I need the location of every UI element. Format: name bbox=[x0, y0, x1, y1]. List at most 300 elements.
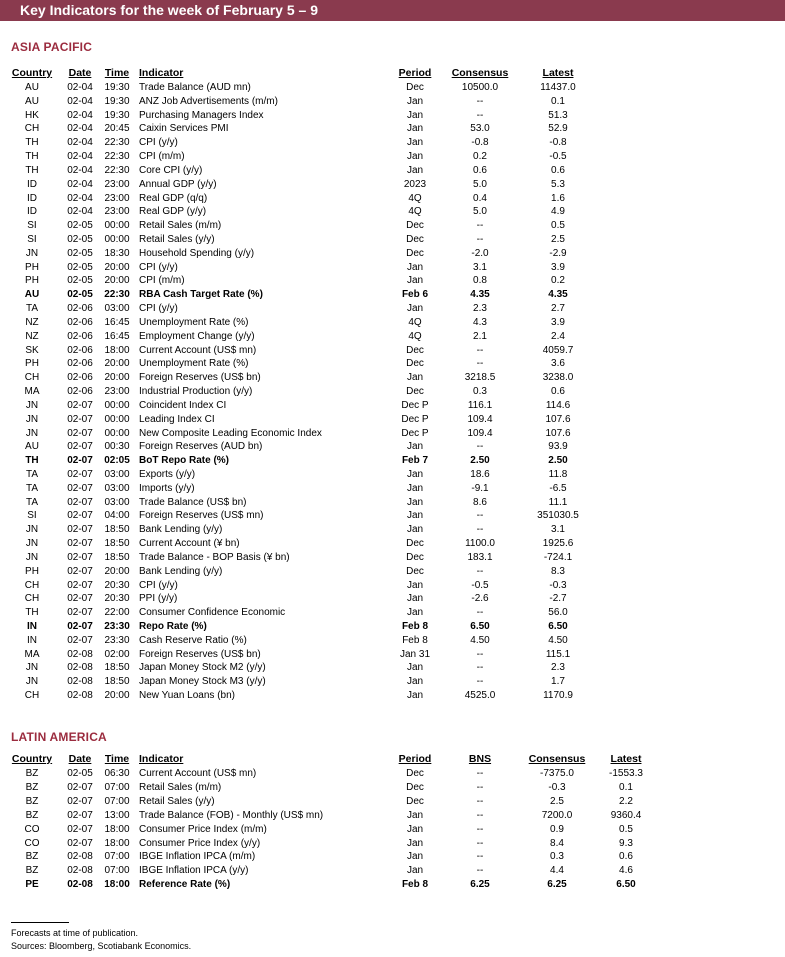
cell-latest: 3238.0 bbox=[542, 372, 574, 384]
cell-date: 02-07 bbox=[67, 837, 93, 849]
cell-country: CH bbox=[24, 593, 40, 605]
cell-latest: -2.7 bbox=[549, 593, 567, 605]
cell-country: JN bbox=[25, 427, 39, 439]
column-header-time: Time bbox=[104, 753, 130, 765]
cell-country: IN bbox=[27, 634, 37, 646]
cell-country: AU bbox=[25, 441, 39, 453]
cell-indicator: New Composite Leading Economic Index bbox=[139, 427, 322, 439]
cell-period: 4Q bbox=[408, 206, 422, 218]
cell-country: PH bbox=[25, 261, 39, 273]
column-header-consensus: Consensus bbox=[528, 753, 586, 765]
cell-country: HK bbox=[25, 109, 39, 121]
cell-country: ID bbox=[27, 178, 37, 190]
cell-country: JN bbox=[25, 413, 39, 425]
cell-date: 02-04 bbox=[67, 178, 93, 190]
cell-date: 02-08 bbox=[67, 690, 93, 702]
cell-period: Jan bbox=[406, 95, 424, 107]
cell-indicator: Purchasing Managers Index bbox=[139, 109, 264, 121]
cell-time: 18:50 bbox=[104, 676, 130, 688]
cell-latest: -724.1 bbox=[543, 551, 573, 563]
cell-consensus: 4.35 bbox=[470, 289, 490, 301]
cell-consensus: 3.1 bbox=[473, 261, 487, 273]
cell-indicator: CPI (y/y) bbox=[139, 261, 178, 273]
cell-consensus: 5.0 bbox=[473, 178, 487, 190]
cell-date: 02-05 bbox=[67, 289, 93, 301]
cell-time: 00:00 bbox=[104, 220, 130, 232]
cell-time: 22:30 bbox=[104, 164, 130, 176]
cell-indicator: CPI (y/y) bbox=[139, 303, 178, 315]
footnote-divider bbox=[11, 922, 69, 923]
cell-consensus: -- bbox=[476, 662, 484, 674]
cell-time: 18:50 bbox=[104, 538, 130, 550]
table-row bbox=[0, 123, 785, 136]
cell-time: 07:00 bbox=[104, 795, 130, 807]
cell-period: Jan bbox=[406, 851, 424, 863]
cell-country: SI bbox=[27, 220, 37, 232]
cell-consensus: 183.1 bbox=[467, 551, 493, 563]
cell-time: 19:30 bbox=[104, 82, 130, 93]
cell-period: Jan bbox=[406, 151, 424, 163]
table-row bbox=[0, 289, 785, 302]
cell-latest: 9.3 bbox=[619, 837, 633, 849]
cell-indicator: Bank Lending (y/y) bbox=[139, 565, 223, 577]
table-row bbox=[0, 220, 785, 233]
cell-latest: 0.1 bbox=[619, 781, 633, 793]
column-header-period: Period bbox=[398, 753, 432, 765]
cell-country: PE bbox=[25, 879, 39, 891]
cell-consensus: -9.1 bbox=[471, 482, 489, 494]
cell-latest: 1170.9 bbox=[543, 690, 573, 702]
cell-time: 23:00 bbox=[104, 206, 130, 218]
cell-consensus: 8.6 bbox=[473, 496, 487, 508]
cell-indicator: Cash Reserve Ratio (%) bbox=[139, 634, 247, 646]
cell-indicator: Retail Sales (y/y) bbox=[139, 795, 215, 807]
cell-consensus: -2.6 bbox=[471, 593, 489, 605]
cell-bns: -- bbox=[476, 865, 484, 877]
cell-country: TH bbox=[25, 455, 39, 467]
cell-latest: 2.7 bbox=[551, 303, 565, 315]
cell-period: Jan bbox=[406, 496, 424, 508]
cell-indicator: Retail Sales (y/y) bbox=[139, 234, 215, 246]
column-header-country: Country bbox=[11, 67, 53, 79]
cell-latest: 115.1 bbox=[545, 648, 571, 660]
cell-latest: 4.6 bbox=[619, 865, 633, 877]
cell-period: Dec bbox=[406, 551, 424, 563]
column-header-consensus: Consensus bbox=[451, 67, 509, 79]
cell-consensus: 0.2 bbox=[473, 151, 487, 163]
cell-country: CH bbox=[24, 372, 40, 384]
cell-consensus: 18.6 bbox=[470, 468, 490, 480]
cell-country: TA bbox=[25, 496, 39, 508]
cell-time: 18:00 bbox=[104, 344, 130, 356]
cell-date: 02-04 bbox=[67, 164, 93, 176]
table-row bbox=[0, 879, 785, 892]
cell-date: 02-07 bbox=[67, 538, 93, 550]
cell-date: 02-07 bbox=[67, 634, 93, 646]
cell-latest: 1.6 bbox=[551, 192, 565, 204]
table-row bbox=[0, 303, 785, 316]
cell-period: Jan bbox=[406, 261, 424, 273]
cell-latest: 3.6 bbox=[551, 358, 565, 370]
table-row bbox=[0, 137, 785, 150]
cell-latest: 3.9 bbox=[551, 316, 565, 328]
cell-period: Feb 7 bbox=[401, 455, 429, 467]
cell-country: JN bbox=[25, 524, 39, 536]
cell-time: 13:00 bbox=[104, 809, 130, 821]
table-row bbox=[0, 206, 785, 219]
cell-consensus: 4.4 bbox=[550, 865, 564, 877]
cell-time: 18:50 bbox=[104, 551, 130, 563]
cell-time: 20:00 bbox=[104, 690, 130, 702]
cell-country: JN bbox=[25, 551, 39, 563]
cell-period: 4Q bbox=[408, 316, 422, 328]
cell-consensus: -- bbox=[476, 565, 484, 577]
cell-date: 02-04 bbox=[67, 192, 93, 204]
cell-consensus: -- bbox=[476, 95, 484, 107]
cell-country: NZ bbox=[25, 330, 39, 342]
cell-period: Jan bbox=[406, 579, 424, 591]
cell-country: ID bbox=[27, 192, 37, 204]
table-row bbox=[0, 193, 785, 206]
table-row bbox=[0, 524, 785, 537]
cell-consensus: 4.3 bbox=[473, 316, 487, 328]
cell-period: Dec P bbox=[401, 399, 429, 411]
cell-latest: 107.6 bbox=[545, 427, 571, 439]
cell-country: BZ bbox=[25, 768, 39, 779]
table-row bbox=[0, 414, 785, 427]
cell-period: Jan 31 bbox=[399, 648, 431, 660]
cell-date: 02-06 bbox=[67, 386, 93, 398]
cell-period: Jan bbox=[406, 510, 424, 522]
table-row bbox=[0, 358, 785, 371]
cell-period: 4Q bbox=[408, 330, 422, 342]
cell-country: TA bbox=[25, 482, 39, 494]
cell-consensus: -- bbox=[476, 607, 484, 619]
cell-period: Dec bbox=[406, 538, 424, 550]
cell-consensus: 4.50 bbox=[470, 634, 490, 646]
cell-time: 03:00 bbox=[104, 496, 130, 508]
table-row bbox=[0, 538, 785, 551]
cell-date: 02-05 bbox=[67, 220, 93, 232]
cell-indicator: CPI (m/m) bbox=[139, 275, 185, 287]
table-row bbox=[0, 331, 785, 344]
cell-time: 00:00 bbox=[104, 234, 130, 246]
cell-latest: 0.1 bbox=[551, 95, 565, 107]
cell-date: 02-07 bbox=[67, 413, 93, 425]
cell-consensus: 10500.0 bbox=[461, 82, 499, 93]
section-title-latam: LATIN AMERICA bbox=[11, 730, 107, 744]
cell-consensus: 0.3 bbox=[473, 386, 487, 398]
cell-consensus: -- bbox=[476, 234, 484, 246]
table-row bbox=[0, 372, 785, 385]
cell-period: 4Q bbox=[408, 192, 422, 204]
section-title-asia: ASIA PACIFIC bbox=[11, 40, 93, 54]
cell-latest: -2.9 bbox=[549, 247, 567, 259]
cell-indicator: IBGE Inflation IPCA (y/y) bbox=[139, 865, 249, 877]
table-row bbox=[0, 82, 785, 95]
cell-consensus: -0.8 bbox=[471, 137, 489, 149]
cell-country: CO bbox=[24, 823, 40, 835]
cell-bns: -- bbox=[476, 768, 484, 779]
table-row bbox=[0, 179, 785, 192]
cell-time: 18:00 bbox=[104, 837, 130, 849]
cell-date: 02-05 bbox=[67, 768, 93, 779]
cell-indicator: New Yuan Loans (bn) bbox=[139, 690, 235, 702]
table-row bbox=[0, 469, 785, 482]
table-row bbox=[0, 428, 785, 441]
cell-latest: 4.50 bbox=[548, 634, 568, 646]
cell-consensus: -- bbox=[476, 441, 484, 453]
cell-period: Jan bbox=[406, 303, 424, 315]
cell-time: 18:50 bbox=[104, 662, 130, 674]
cell-date: 02-07 bbox=[67, 455, 93, 467]
cell-date: 02-04 bbox=[67, 109, 93, 121]
cell-country: JN bbox=[25, 399, 39, 411]
cell-time: 00:00 bbox=[104, 427, 130, 439]
cell-date: 02-04 bbox=[67, 123, 93, 135]
table-row bbox=[0, 248, 785, 261]
cell-period: Jan bbox=[406, 662, 424, 674]
table-row bbox=[0, 851, 785, 864]
cell-latest: 351030.5 bbox=[537, 510, 579, 522]
cell-country: CH bbox=[24, 690, 40, 702]
cell-period: Jan bbox=[406, 441, 424, 453]
cell-latest: 114.6 bbox=[545, 399, 571, 411]
cell-date: 02-05 bbox=[67, 261, 93, 273]
cell-latest: 9360.4 bbox=[610, 809, 642, 821]
cell-indicator: Trade Balance (US$ bn) bbox=[139, 496, 247, 508]
cell-latest: -0.3 bbox=[549, 579, 567, 591]
cell-bns: 6.25 bbox=[470, 879, 490, 891]
cell-time: 23:00 bbox=[104, 178, 130, 190]
cell-consensus: -2.0 bbox=[471, 247, 489, 259]
cell-consensus: 0.3 bbox=[550, 851, 564, 863]
cell-consensus: -- bbox=[476, 358, 484, 370]
cell-time: 04:00 bbox=[104, 510, 130, 522]
footnote-forecasts: Forecasts at time of publication. bbox=[11, 928, 139, 938]
cell-country: JN bbox=[25, 538, 39, 550]
cell-consensus: 1100.0 bbox=[465, 538, 495, 550]
cell-date: 02-05 bbox=[67, 234, 93, 246]
cell-bns: -- bbox=[476, 809, 484, 821]
cell-indicator: Reference Rate (%) bbox=[139, 879, 231, 891]
cell-country: JN bbox=[25, 247, 39, 259]
cell-country: ID bbox=[27, 206, 37, 218]
cell-consensus: 8.4 bbox=[550, 837, 564, 849]
page-title: Key Indicators for the week of February 5 – 9 bbox=[20, 2, 318, 18]
table-row bbox=[0, 662, 785, 675]
cell-time: 00:00 bbox=[104, 413, 130, 425]
cell-date: 02-07 bbox=[67, 795, 93, 807]
cell-country: AU bbox=[25, 95, 39, 107]
cell-indicator: ANZ Job Advertisements (m/m) bbox=[139, 95, 278, 107]
cell-consensus: 2.5 bbox=[550, 795, 564, 807]
cell-period: Jan bbox=[406, 164, 424, 176]
cell-latest: 1.7 bbox=[551, 676, 565, 688]
cell-indicator: Annual GDP (y/y) bbox=[139, 178, 217, 190]
table-row bbox=[0, 96, 785, 109]
cell-country: TH bbox=[25, 164, 39, 176]
cell-period: Jan bbox=[406, 823, 424, 835]
cell-period: Dec bbox=[406, 247, 424, 259]
cell-latest: -0.8 bbox=[549, 137, 567, 149]
cell-indicator: Foreign Reserves (US$ bn) bbox=[139, 372, 261, 384]
cell-country: JN bbox=[25, 676, 39, 688]
cell-period: Jan bbox=[406, 676, 424, 688]
column-header-date: Date bbox=[68, 753, 92, 765]
cell-period: Dec P bbox=[401, 413, 429, 425]
cell-date: 02-07 bbox=[67, 551, 93, 563]
table-row bbox=[0, 110, 785, 123]
table-row bbox=[0, 621, 785, 634]
cell-date: 02-05 bbox=[67, 275, 93, 287]
cell-period: Jan bbox=[406, 372, 424, 384]
table-row bbox=[0, 400, 785, 413]
cell-bns: -- bbox=[476, 795, 484, 807]
cell-time: 19:30 bbox=[104, 109, 130, 121]
table-row bbox=[0, 483, 785, 496]
cell-latest: 11.1 bbox=[548, 496, 568, 508]
cell-latest: 11.8 bbox=[548, 468, 568, 480]
cell-latest: 3.1 bbox=[551, 524, 565, 536]
cell-latest: 6.50 bbox=[616, 879, 636, 891]
cell-period: Jan bbox=[406, 275, 424, 287]
cell-latest: 2.4 bbox=[551, 330, 565, 342]
cell-period: Jan bbox=[406, 123, 424, 135]
cell-time: 20:00 bbox=[104, 565, 130, 577]
cell-consensus: 2.50 bbox=[470, 455, 490, 467]
cell-bns: -- bbox=[476, 851, 484, 863]
cell-date: 02-04 bbox=[67, 206, 93, 218]
cell-consensus: -- bbox=[476, 524, 484, 536]
cell-indicator: Bank Lending (y/y) bbox=[139, 524, 223, 536]
cell-date: 02-07 bbox=[67, 781, 93, 793]
table-row bbox=[0, 552, 785, 565]
cell-country: TA bbox=[25, 303, 39, 315]
cell-time: 20:30 bbox=[104, 579, 130, 591]
cell-latest: 2.3 bbox=[551, 662, 565, 674]
cell-period: Jan bbox=[406, 690, 424, 702]
table-row bbox=[0, 580, 785, 593]
cell-indicator: Repo Rate (%) bbox=[139, 620, 207, 632]
cell-consensus: -- bbox=[476, 676, 484, 688]
cell-time: 23:30 bbox=[104, 634, 130, 646]
table-row bbox=[0, 676, 785, 689]
cell-date: 02-06 bbox=[67, 303, 93, 315]
cell-indicator: Household Spending (y/y) bbox=[139, 247, 255, 259]
cell-latest: -1553.3 bbox=[609, 768, 643, 779]
table-row bbox=[0, 782, 785, 795]
cell-time: 03:00 bbox=[104, 468, 130, 480]
cell-country: AU bbox=[24, 289, 40, 301]
cell-country: IN bbox=[27, 620, 37, 632]
cell-period: Jan bbox=[406, 593, 424, 605]
cell-indicator: Current Account (US$ mn) bbox=[139, 768, 257, 779]
column-header-latest: Latest bbox=[542, 67, 574, 79]
cell-indicator: IBGE Inflation IPCA (m/m) bbox=[139, 851, 256, 863]
column-header-latest: Latest bbox=[610, 753, 642, 765]
cell-consensus: 4525.0 bbox=[464, 690, 496, 702]
cell-time: 22:00 bbox=[104, 607, 130, 619]
column-header-bns: BNS bbox=[468, 753, 492, 765]
table-row bbox=[0, 510, 785, 523]
cell-date: 02-08 bbox=[67, 648, 93, 660]
cell-period: Dec P bbox=[401, 427, 429, 439]
cell-indicator: Foreign Reserves (US$ mn) bbox=[139, 510, 264, 522]
cell-indicator: Foreign Reserves (AUD bn) bbox=[139, 441, 263, 453]
cell-country: SK bbox=[25, 344, 39, 356]
cell-indicator: Current Account (US$ mn) bbox=[139, 344, 257, 356]
cell-latest: 2.50 bbox=[548, 455, 568, 467]
cell-period: Dec bbox=[406, 220, 424, 232]
table-row bbox=[0, 262, 785, 275]
cell-latest: 11437.0 bbox=[540, 82, 576, 93]
cell-indicator: Employment Change (y/y) bbox=[139, 330, 255, 342]
cell-indicator: Consumer Confidence Economic bbox=[139, 607, 286, 619]
cell-date: 02-05 bbox=[67, 247, 93, 259]
cell-consensus: -- bbox=[476, 344, 484, 356]
cell-country: TH bbox=[25, 151, 39, 163]
cell-consensus: 0.9 bbox=[550, 823, 564, 835]
cell-date: 02-04 bbox=[67, 137, 93, 149]
cell-period: Jan bbox=[406, 482, 424, 494]
cell-indicator: Real GDP (q/q) bbox=[139, 192, 208, 204]
cell-consensus: 6.50 bbox=[470, 620, 490, 632]
cell-time: 02:05 bbox=[104, 455, 130, 467]
cell-country: JN bbox=[25, 662, 39, 674]
cell-period: Dec bbox=[406, 768, 424, 779]
cell-date: 02-07 bbox=[67, 579, 93, 591]
cell-time: 18:00 bbox=[104, 823, 130, 835]
cell-time: 07:00 bbox=[104, 865, 130, 877]
cell-indicator: Industrial Production (y/y) bbox=[139, 386, 253, 398]
cell-country: MA bbox=[24, 386, 40, 398]
cell-date: 02-04 bbox=[67, 151, 93, 163]
cell-latest: 2.5 bbox=[551, 234, 565, 246]
cell-consensus: -0.5 bbox=[471, 579, 489, 591]
cell-date: 02-07 bbox=[67, 468, 93, 480]
table-row bbox=[0, 317, 785, 330]
cell-date: 02-08 bbox=[67, 879, 93, 891]
cell-consensus: 5.0 bbox=[473, 206, 487, 218]
table-row bbox=[0, 635, 785, 648]
column-header-period: Period bbox=[398, 67, 432, 79]
cell-consensus: 2.3 bbox=[473, 303, 487, 315]
cell-country: CO bbox=[24, 837, 40, 849]
cell-indicator: Retail Sales (m/m) bbox=[139, 781, 222, 793]
cell-latest: 1925.6 bbox=[542, 538, 574, 550]
cell-time: 18:50 bbox=[104, 524, 130, 536]
cell-country: MA bbox=[24, 648, 40, 660]
cell-period: Dec bbox=[406, 234, 424, 246]
table-row bbox=[0, 593, 785, 606]
cell-time: 23:30 bbox=[104, 620, 130, 632]
cell-indicator: Consumer Price Index (m/m) bbox=[139, 823, 267, 835]
table-row bbox=[0, 455, 785, 468]
cell-consensus: 116.1 bbox=[467, 399, 493, 411]
cell-period: Dec bbox=[406, 781, 424, 793]
cell-time: 20:00 bbox=[104, 358, 130, 370]
cell-indicator: Japan Money Stock M2 (y/y) bbox=[139, 662, 266, 674]
cell-consensus: 0.8 bbox=[473, 275, 487, 287]
cell-country: BZ bbox=[25, 851, 39, 863]
cell-consensus: 6.25 bbox=[547, 879, 567, 891]
cell-date: 02-06 bbox=[67, 344, 93, 356]
cell-time: 20:00 bbox=[104, 275, 130, 287]
cell-latest: 0.2 bbox=[551, 275, 565, 287]
cell-date: 02-08 bbox=[67, 865, 93, 877]
cell-latest: 0.5 bbox=[619, 823, 633, 835]
